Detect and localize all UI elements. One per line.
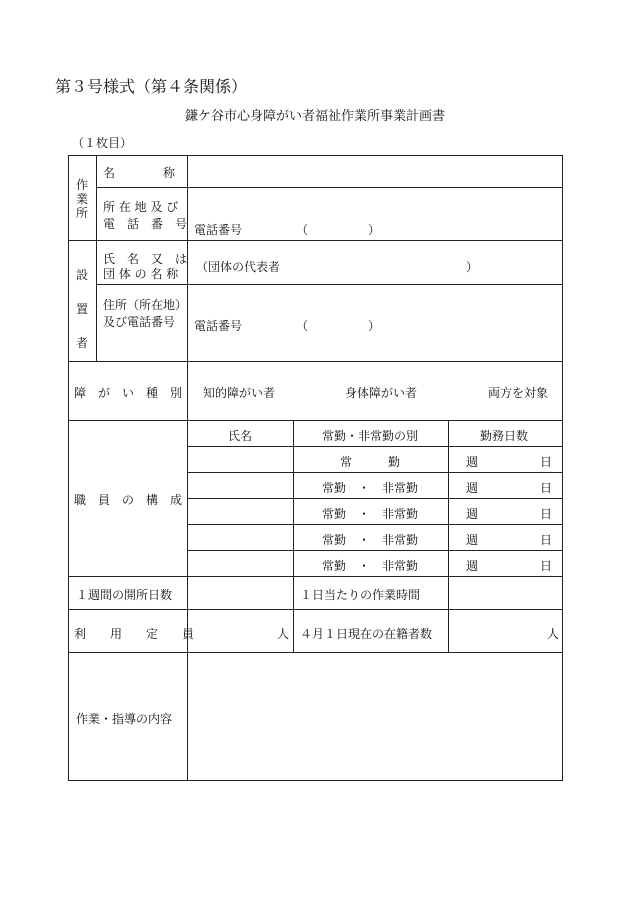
staff-type[interactable]: 常 勤 — [340, 455, 401, 469]
founder-group-label: 設置者 — [75, 268, 88, 350]
disability-option-both[interactable]: 両方を対象 — [488, 386, 549, 400]
capacity-unit: 人 — [277, 627, 290, 641]
enrolled-label: ４月１日現在の在籍者数 — [300, 627, 433, 641]
staff-day: 日 — [540, 481, 553, 495]
open-days-label: １週間の開所日数 — [76, 588, 173, 602]
staff-type[interactable]: 常勤 ・ 非常勤 — [322, 507, 419, 521]
work-hours-field[interactable] — [450, 578, 561, 608]
staff-type[interactable]: 常勤 ・ 非常勤 — [322, 559, 419, 573]
workplace-address-label-1: 所 在 地 及 び — [103, 200, 179, 214]
capacity-label: 利 用 定 員 — [74, 627, 195, 641]
founder-rep-text[interactable]: （団体の代表者 — [196, 260, 281, 274]
form-number: 第３号様式（第４条関係） — [55, 77, 248, 96]
enrolled-unit: 人 — [547, 627, 560, 641]
sheet-number: （１枚目） — [72, 136, 133, 150]
founder-address-label-2: 及び電話番号 — [103, 315, 176, 329]
form-title: 鎌ケ谷市心身障がい者福祉作業所事業計画書 — [184, 109, 445, 124]
workplace-name-label: 名 称 — [103, 166, 176, 180]
staff-label: 職 員 の 構 成 — [74, 493, 183, 507]
founder-address-label-1: 住所（所在地） — [103, 298, 188, 312]
staff-week: 週 — [466, 455, 479, 469]
work-content-field[interactable] — [189, 654, 561, 779]
staff-week: 週 — [466, 507, 479, 521]
founder-rep-close: ） — [466, 260, 479, 274]
work-content-label: 作業・指導の内容 — [76, 712, 173, 726]
staff-day: 日 — [540, 559, 553, 573]
disability-option-intellectual[interactable]: 知的障がい者 — [203, 386, 276, 400]
staff-type[interactable]: 常勤 ・ 非常勤 — [322, 533, 419, 547]
staff-header-name: 氏名 — [228, 429, 253, 443]
founder-name-label-1: 氏 名 又 は — [103, 252, 188, 266]
staff-week: 週 — [466, 533, 479, 547]
staff-type[interactable]: 常勤 ・ 非常勤 — [322, 481, 419, 495]
staff-week: 週 — [466, 481, 479, 495]
workplace-group-label: 作業所 — [75, 178, 88, 220]
staff-header-type: 常勤・非常勤の別 — [322, 429, 419, 443]
workplace-address-label-2: 電 話 番 号 — [103, 217, 188, 231]
disability-label: 障 が い 種 別 — [74, 386, 183, 400]
workplace-name-field[interactable] — [189, 157, 561, 186]
work-hours-label: １日当たりの作業時間 — [300, 588, 421, 602]
workplace-phone-field[interactable]: 電話番号 （ ） — [194, 223, 381, 237]
disability-option-physical[interactable]: 身体障がい者 — [345, 386, 418, 400]
staff-header-days: 勤務日数 — [480, 429, 529, 443]
founder-phone-field[interactable]: 電話番号 （ ） — [194, 319, 381, 333]
staff-day: 日 — [540, 507, 553, 521]
staff-week: 週 — [466, 559, 479, 573]
staff-day: 日 — [540, 455, 553, 469]
open-days-field[interactable] — [189, 578, 292, 608]
founder-name-label-2: 団 体 の 名 称 — [103, 267, 179, 281]
staff-day: 日 — [540, 533, 553, 547]
